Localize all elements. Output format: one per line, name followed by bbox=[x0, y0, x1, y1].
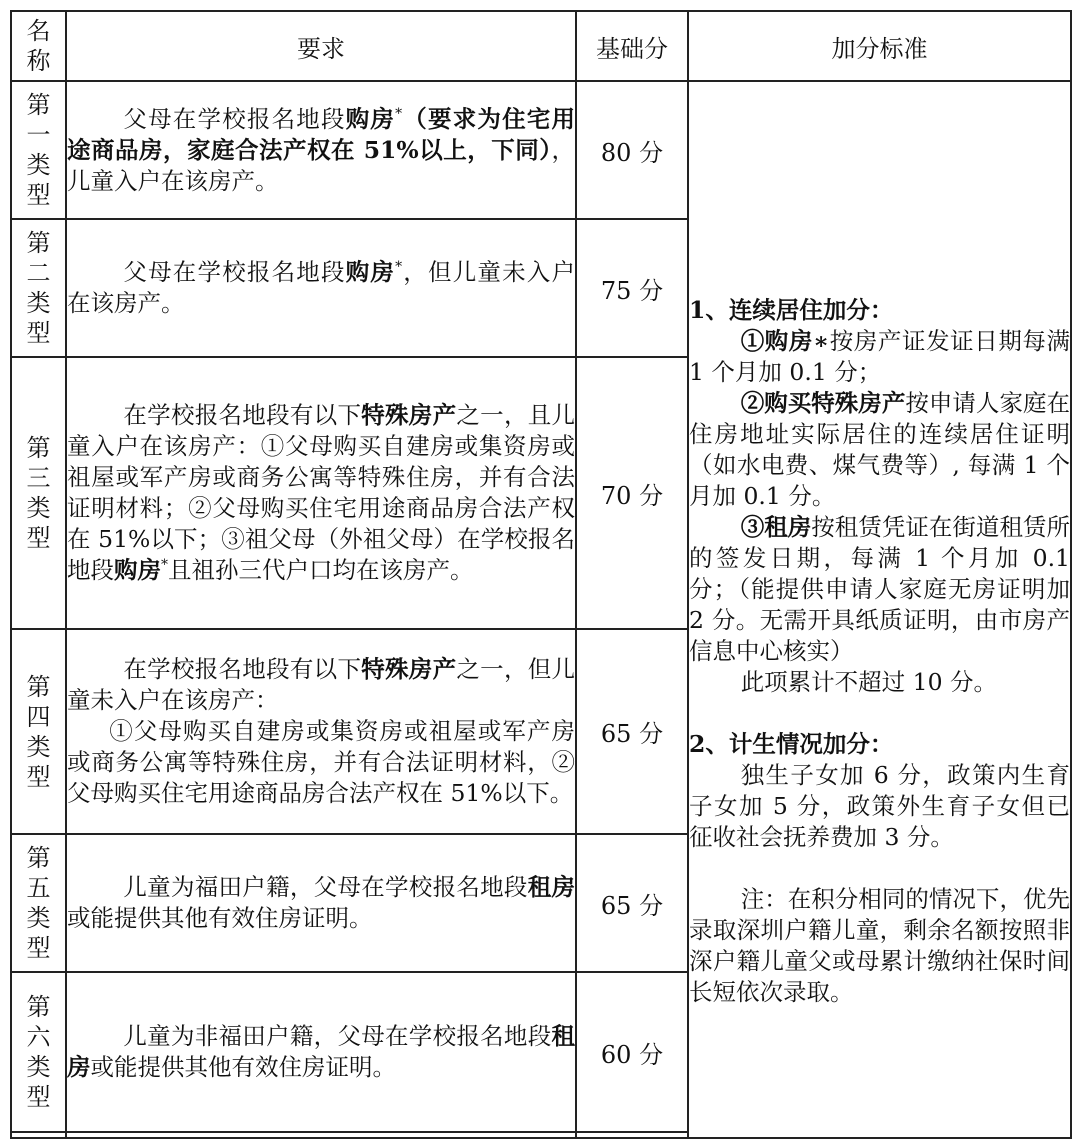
admission-score-table bbox=[10, 10, 1072, 1139]
requirement-cell: 儿童为非福田户籍，父母在学校报名地段租房或能提供其他有效住房证明。 bbox=[66, 972, 576, 1132]
base-score-cell: 65 分 bbox=[576, 834, 688, 972]
base-score-cell: 60 分 bbox=[576, 972, 688, 1132]
bonus-standard-cell: 1、连续居住加分： ①购房∗按房产证发证日期每满 1 个月加 0.1 分； ②购买特殊房产按申请人家庭在住房地址实际居住的连续居住证明（如水电费、煤气费等）, 每满 1 个月加 0.1 分。 ③租房按租赁凭证在街道租赁所的签发日期，每满 1 个月加 0.1 分；（能提供申请人家庭无房证明加 2 分。无需开具纸质证明，由市房产信息中心核实） 此项累计不超过 10 分。 2、计生情况加分： 独生子女加 6 分，政策内生育子女加 5 分，政策外生育子女但已征收社会抚养费加 3 分。 注：在积分相同的情况下，优先录取深圳户籍儿童，剩余名额按照非深户籍儿童父或母累计缴纳社保时间长短依次录取。 bbox=[688, 81, 1071, 1138]
type-name-cell: 第 五 类 型 bbox=[11, 834, 66, 972]
base-score-cell: 80 分 bbox=[576, 81, 688, 219]
type-name-cell: 第 二 类 型 bbox=[11, 219, 66, 357]
requirement-cell: 在学校报名地段有以下特殊房产之一，且儿童入户在该房产：①父母购买自建房或集资房或祖屋或军产房或商务公寓等特殊住房，并有合法证明材料；②父母购买住宅用途商品房合法产权在 51%以下；③祖父母（外祖父母）在学校报名地段购房*且祖孙三代户口均在该房产。 bbox=[66, 357, 576, 629]
header-requirement: 要求 bbox=[66, 11, 576, 81]
type-name-cell: 第 四 类 型 bbox=[11, 629, 66, 834]
base-score-cell: 65 分 bbox=[576, 629, 688, 834]
base-score-cell: 70 分 bbox=[576, 357, 688, 629]
requirement-cell: 在学校报名地段有以下特殊房产之一，但儿童未入户在该房产： ①父母购买自建房或集资房或祖屋或军产房或商务公寓等特殊住房，并有合法证明材料，②父母购买住宅用途商品房合法产权在 51%以下。 bbox=[66, 629, 576, 834]
header-name: 名 称 bbox=[11, 11, 66, 81]
tie-break-note: 注：在积分相同的情况下，优先录取深圳户籍儿童，剩余名额按照非深户籍儿童父或母累计缴纳社保时间长短依次录取。 bbox=[689, 885, 1070, 1006]
bonus-section-1-title: 1、连续居住加分： bbox=[689, 296, 894, 324]
bonus-section-2-title: 2、计生情况加分： bbox=[689, 730, 894, 758]
header-bonus-standard: 加分标准 bbox=[688, 11, 1071, 81]
base-score-cell: 75 分 bbox=[576, 219, 688, 357]
bonus-cap-note: 此项累计不超过 10 分。 bbox=[740, 668, 998, 696]
header-base-score: 基础分 bbox=[576, 11, 688, 81]
requirement-cell: 儿童为福田户籍，父母在学校报名地段租房或能提供其他有效住房证明。 bbox=[66, 834, 576, 972]
header-row bbox=[11, 11, 1071, 81]
requirement-cell: 父母在学校报名地段购房*（要求为住宅用途商品房，家庭合法产权在 51%以上，下同），儿童入户在该房产。 bbox=[66, 81, 576, 219]
type-name-cell: 第 六 类 型 bbox=[11, 972, 66, 1132]
type-name-cell: 第 一 类 型 bbox=[11, 81, 66, 219]
type-name-cell: 第 三 类 型 bbox=[11, 357, 66, 629]
requirement-cell: 父母在学校报名地段购房*，但儿童未入户在该房产。 bbox=[66, 219, 576, 357]
table-row bbox=[11, 81, 1071, 219]
